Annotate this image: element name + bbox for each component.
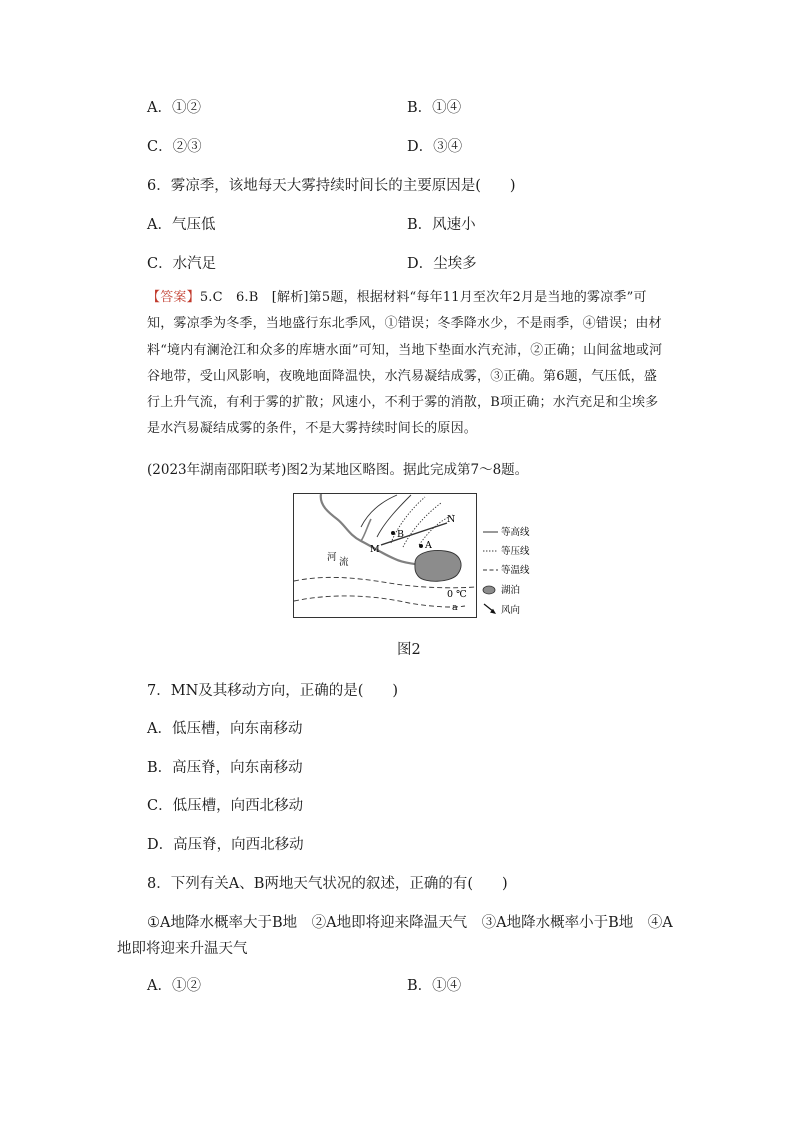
figure-caption: 图2 xyxy=(397,642,421,658)
isotherm-a xyxy=(294,596,465,607)
isobar-2 xyxy=(403,503,441,547)
figure-intro: (2023年湖南邵阳联考)图2为某地区略图。据此完成第7～8题。 xyxy=(147,462,529,478)
q6-option-c: C．水汽足 xyxy=(147,256,217,272)
lake-shape xyxy=(415,551,461,582)
label-n: N xyxy=(447,514,456,525)
q7-option-d: D．高压脊，向西北移动 xyxy=(147,837,304,853)
q5-option-a: A．①② xyxy=(147,100,201,116)
point-b-marker xyxy=(391,531,395,535)
point-a-marker xyxy=(419,544,423,548)
contour-1 xyxy=(361,495,397,527)
legend-lake: 湖泊 xyxy=(501,585,521,596)
legend-isobar: 等压线 xyxy=(501,546,530,557)
figure-2-map xyxy=(293,493,533,623)
answer-label: 【答案】 xyxy=(147,290,200,305)
label-a-lower: a xyxy=(452,602,458,613)
legend-contour: 等高线 xyxy=(501,527,530,538)
q7-option-a: A．低压槽，向东南移动 xyxy=(147,721,303,737)
q7-option-c: C．低压槽，向西北移动 xyxy=(147,798,304,814)
label-temp: 0 ℃ xyxy=(447,589,467,600)
q6-stem: 6．雾凉季，该地每天大雾持续时间长的主要原因是( ) xyxy=(147,178,516,194)
q8-option-b: B．①④ xyxy=(407,978,462,994)
q8-statements-line-2: 地即将迎来升温天气 xyxy=(117,941,248,957)
label-river-2: 流 xyxy=(339,557,349,568)
q8-stem: 8．下列有关A、B两地天气状况的叙述，正确的有( ) xyxy=(147,876,508,892)
q5-option-b: B．①④ xyxy=(407,100,462,116)
legend-wind: 风向 xyxy=(501,605,521,616)
q6-option-a: A．气压低 xyxy=(147,217,216,233)
q5-option-d: D．③④ xyxy=(407,139,463,155)
q7-stem: 7．MN及其移动方向，正确的是( ) xyxy=(147,683,399,699)
q6-option-b: B．风速小 xyxy=(407,217,476,233)
label-a: A xyxy=(425,540,432,551)
answer-text: 5.C 6.B [解析]第5题，根据材料“每年11月至次年2月是当地的雾凉季”可知，雾凉季为冬季，当地盛行东北季风，①错误；冬季降水少，不是雨季，④错误；由材料“境内有澜沧江和众多的库塘水面”可知，当地下垫面水汽充沛，②正确；山间盆地或河谷地带，受山风影响，夜晚地面降温快，水汽易凝结成雾，③正确。第6题，气压低，盛行上升气流，有利于雾的扩散；风速小，不利于雾的消散，B项正确；水汽充足和尘埃多是水汽易凝结成雾的条件，不是大雾持续时间长的原因。 xyxy=(147,290,663,437)
answer-analysis xyxy=(147,285,667,443)
q6-option-d: D．尘埃多 xyxy=(407,256,477,272)
label-b: B xyxy=(397,529,404,540)
contour-2 xyxy=(377,495,411,537)
label-river-1: 河 xyxy=(327,552,337,563)
label-m: M xyxy=(370,544,380,555)
river-branch xyxy=(361,519,371,541)
legend-isotherm: 等温线 xyxy=(501,565,530,576)
q7-option-b: B．高压脊，向东南移动 xyxy=(147,760,303,776)
q5-option-c: C．②③ xyxy=(147,139,202,155)
mn-line xyxy=(381,523,447,545)
q8-statements-line-1: ①A地降水概率大于B地 ②A地即将迎来降温天气 ③A地降水概率小于B地 ④A xyxy=(147,915,673,931)
q8-option-a: A．①② xyxy=(147,978,201,994)
legend-lake-sample xyxy=(483,586,495,594)
